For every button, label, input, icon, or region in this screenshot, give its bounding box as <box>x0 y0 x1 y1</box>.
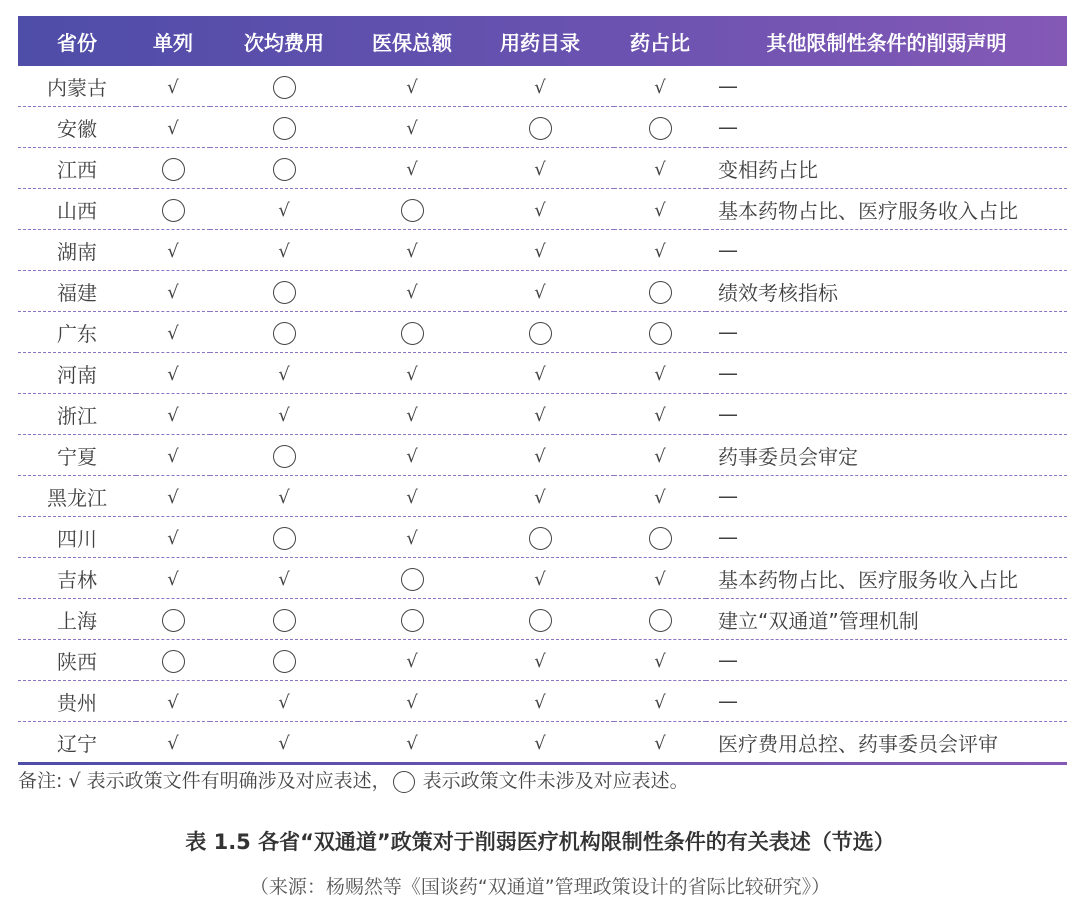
mark-cell <box>358 722 466 763</box>
check-mark-icon: √ <box>278 733 290 754</box>
check-mark-icon: √ <box>534 692 546 713</box>
check-mark-icon: √ <box>534 651 546 672</box>
check-mark-icon: √ <box>654 651 666 672</box>
mark-cell <box>358 312 466 353</box>
check-mark-icon: √ <box>654 733 666 754</box>
mark-cell <box>466 353 614 394</box>
mark-cell <box>210 107 358 148</box>
mark-cell <box>358 189 466 230</box>
check-mark-icon: √ <box>534 282 546 303</box>
remark-prefix: 备注: <box>18 770 69 792</box>
header-avg-cost: 次均费用 <box>244 30 324 55</box>
mark-cell <box>210 476 358 517</box>
table-row <box>18 66 1067 107</box>
policy-table-container <box>18 16 1067 765</box>
header-province: 省份 <box>57 30 97 55</box>
mark-cell <box>358 435 466 476</box>
header-drug-ratio: 药占比 <box>630 30 690 55</box>
mark-cell <box>358 230 466 271</box>
mark-cell <box>136 517 210 558</box>
mark-cell <box>358 66 466 107</box>
policy-table <box>18 16 1067 762</box>
mark-cell <box>614 722 706 763</box>
mark-cell <box>466 107 614 148</box>
circle-icon <box>649 117 672 140</box>
table-row <box>18 517 1067 558</box>
note-cell: — <box>706 107 1067 148</box>
check-mark-icon: √ <box>167 569 179 590</box>
header-insurance-total: 医保总额 <box>372 30 452 55</box>
check-mark-icon: √ <box>654 405 666 426</box>
mark-cell <box>210 558 358 599</box>
circle-icon <box>273 76 296 99</box>
check-mark-icon: √ <box>167 241 179 262</box>
note-cell: — <box>706 517 1067 558</box>
mark-cell <box>210 353 358 394</box>
province-cell: 安徽 <box>18 107 136 148</box>
circle-icon <box>401 199 424 222</box>
table-row <box>18 394 1067 435</box>
mark-cell <box>358 394 466 435</box>
check-mark-icon: √ <box>167 282 179 303</box>
mark-cell <box>210 148 358 189</box>
note-cell: — <box>706 312 1067 353</box>
check-mark-icon: √ <box>534 569 546 590</box>
mark-cell <box>358 517 466 558</box>
mark-cell <box>136 681 210 722</box>
province-cell: 广东 <box>18 312 136 353</box>
mark-cell <box>136 107 210 148</box>
table-row <box>18 435 1067 476</box>
table-header-row <box>18 16 1067 66</box>
mark-cell <box>466 312 614 353</box>
province-cell: 内蒙古 <box>18 66 136 107</box>
note-cell: 变相药占比 <box>706 148 1067 189</box>
mark-cell <box>358 681 466 722</box>
circle-icon <box>273 158 296 181</box>
check-mark-icon: √ <box>278 692 290 713</box>
mark-cell <box>614 66 706 107</box>
table-body <box>18 66 1067 762</box>
table-row <box>18 312 1067 353</box>
mark-cell <box>614 148 706 189</box>
mark-cell <box>210 394 358 435</box>
mark-cell <box>210 517 358 558</box>
mark-cell <box>614 107 706 148</box>
check-mark-icon: √ <box>167 77 179 98</box>
mark-cell <box>614 353 706 394</box>
check-mark-icon: √ <box>534 200 546 221</box>
note-cell: — <box>706 681 1067 722</box>
mark-cell <box>136 476 210 517</box>
circle-icon <box>529 609 552 632</box>
mark-cell <box>466 230 614 271</box>
circle-icon <box>273 117 296 140</box>
table-row <box>18 107 1067 148</box>
province-cell: 四川 <box>18 517 136 558</box>
mark-cell <box>466 558 614 599</box>
table-caption: 表 1.5 各省“双通道”政策对于削弱医疗机构限制性条件的有关表述（节选） <box>185 830 895 854</box>
province-cell: 山西 <box>18 189 136 230</box>
circle-icon <box>649 609 672 632</box>
mark-cell <box>466 517 614 558</box>
check-mark-icon: √ <box>406 282 418 303</box>
province-cell: 陕西 <box>18 640 136 681</box>
remark-check-text: 表示政策文件有明确涉及对应表述， <box>80 770 391 792</box>
province-cell: 黑龙江 <box>18 476 136 517</box>
province-cell: 河南 <box>18 353 136 394</box>
circle-icon <box>649 322 672 345</box>
mark-cell <box>210 230 358 271</box>
mark-cell <box>614 640 706 681</box>
mark-cell <box>136 353 210 394</box>
province-cell: 贵州 <box>18 681 136 722</box>
mark-cell <box>466 148 614 189</box>
circle-icon <box>162 199 185 222</box>
mark-cell <box>358 271 466 312</box>
mark-cell <box>136 394 210 435</box>
circle-icon <box>162 650 185 673</box>
check-mark-icon: √ <box>406 159 418 180</box>
check-mark-icon: √ <box>278 569 290 590</box>
mark-cell <box>210 640 358 681</box>
header-separate-list: 单列 <box>153 30 193 55</box>
check-mark-icon: √ <box>406 241 418 262</box>
mark-cell <box>466 476 614 517</box>
mark-cell <box>136 558 210 599</box>
check-mark-icon: √ <box>278 405 290 426</box>
check-mark-icon: √ <box>167 733 179 754</box>
mark-cell <box>210 271 358 312</box>
mark-cell <box>136 271 210 312</box>
mark-cell <box>358 640 466 681</box>
table-row <box>18 476 1067 517</box>
check-mark-icon: √ <box>654 200 666 221</box>
check-mark-icon: √ <box>406 446 418 467</box>
mark-cell <box>210 681 358 722</box>
mark-cell <box>466 599 614 640</box>
note-cell: — <box>706 66 1067 107</box>
note-cell: 建立“双通道”管理机制 <box>706 599 1067 640</box>
circle-icon <box>162 609 185 632</box>
mark-cell <box>136 230 210 271</box>
mark-cell <box>136 66 210 107</box>
mark-cell <box>358 148 466 189</box>
mark-cell <box>614 189 706 230</box>
circle-icon <box>273 609 296 632</box>
circle-icon <box>649 527 672 550</box>
mark-cell <box>136 148 210 189</box>
check-mark-icon: √ <box>167 446 179 467</box>
check-mark-icon: √ <box>406 118 418 139</box>
mark-cell <box>466 66 614 107</box>
check-mark-icon: √ <box>406 77 418 98</box>
remark-circle-text: 表示政策文件未涉及对应表述。 <box>416 770 689 792</box>
table-remark <box>18 766 689 793</box>
mark-cell <box>614 517 706 558</box>
circle-icon <box>273 650 296 673</box>
table-row <box>18 599 1067 640</box>
mark-cell <box>614 271 706 312</box>
mark-cell <box>466 271 614 312</box>
circle-icon <box>273 322 296 345</box>
check-mark-icon: √ <box>167 364 179 385</box>
mark-cell <box>614 558 706 599</box>
check-mark-icon: √ <box>406 487 418 508</box>
mark-cell <box>358 107 466 148</box>
table-bottom-rule <box>18 762 1067 765</box>
check-mark-icon: √ <box>534 446 546 467</box>
circle-icon <box>649 281 672 304</box>
mark-cell <box>358 558 466 599</box>
check-mark-icon: √ <box>654 77 666 98</box>
check-mark-icon: √ <box>406 405 418 426</box>
province-cell: 上海 <box>18 599 136 640</box>
mark-cell <box>136 435 210 476</box>
check-mark-icon: √ <box>534 241 546 262</box>
note-cell: 药事委员会审定 <box>706 435 1067 476</box>
check-mark-icon: √ <box>167 118 179 139</box>
mark-cell <box>614 435 706 476</box>
mark-cell <box>614 230 706 271</box>
mark-cell <box>614 681 706 722</box>
province-cell: 辽宁 <box>57 731 97 756</box>
check-mark-icon: √ <box>278 487 290 508</box>
check-mark-icon: √ <box>167 487 179 508</box>
check-mark-icon: √ <box>534 77 546 98</box>
circle-icon <box>401 322 424 345</box>
table-row <box>18 681 1067 722</box>
mark-cell <box>614 394 706 435</box>
check-mark-icon: √ <box>406 692 418 713</box>
check-mark-icon: √ <box>278 241 290 262</box>
check-mark-icon: √ <box>654 569 666 590</box>
province-cell: 宁夏 <box>18 435 136 476</box>
mark-cell <box>358 476 466 517</box>
mark-cell <box>210 66 358 107</box>
circle-icon <box>162 158 185 181</box>
mark-cell <box>136 599 210 640</box>
table-row <box>18 271 1067 312</box>
check-mark-icon: √ <box>534 405 546 426</box>
circle-icon <box>273 527 296 550</box>
check-mark-icon: √ <box>654 487 666 508</box>
circle-icon <box>529 322 552 345</box>
check-mark-icon: √ <box>278 364 290 385</box>
check-mark-icon: √ <box>167 528 179 549</box>
mark-cell <box>614 476 706 517</box>
mark-cell <box>358 353 466 394</box>
table-row <box>18 148 1067 189</box>
mark-cell <box>210 435 358 476</box>
check-mark-icon: √ <box>534 364 546 385</box>
check-mark-icon: √ <box>167 692 179 713</box>
mark-cell <box>466 722 614 763</box>
province-cell: 吉林 <box>18 558 136 599</box>
province-cell: 浙江 <box>18 394 136 435</box>
check-mark-icon: √ <box>654 692 666 713</box>
check-mark-icon: √ <box>406 733 418 754</box>
table-row <box>18 722 1067 763</box>
circle-icon <box>273 445 296 468</box>
mark-cell <box>210 189 358 230</box>
table-row <box>18 230 1067 271</box>
mark-cell <box>466 640 614 681</box>
mark-cell <box>466 681 614 722</box>
check-mark-icon: √ <box>534 487 546 508</box>
mark-cell <box>358 599 466 640</box>
mark-cell <box>136 189 210 230</box>
note-cell: 绩效考核指标 <box>706 271 1067 312</box>
table-row <box>18 640 1067 681</box>
mark-cell <box>136 312 210 353</box>
circle-icon <box>529 117 552 140</box>
note-cell: — <box>706 230 1067 271</box>
note-cell: — <box>706 353 1067 394</box>
check-mark-icon: √ <box>654 446 666 467</box>
mark-cell <box>466 189 614 230</box>
note-cell: — <box>706 640 1067 681</box>
check-mark-icon: √ <box>278 200 290 221</box>
circle-icon <box>273 281 296 304</box>
check-mark-icon: √ <box>654 159 666 180</box>
header-other-conditions: 其他限制性条件的削弱声明 <box>766 30 1007 55</box>
mark-cell <box>210 599 358 640</box>
note-cell: 基本药物占比、医疗服务收入占比 <box>706 558 1067 599</box>
note-cell: 医疗费用总控、药事委员会评审 <box>718 731 998 756</box>
mark-cell <box>136 640 210 681</box>
circle-icon <box>393 771 415 793</box>
check-mark-icon: √ <box>167 323 179 344</box>
note-cell: — <box>706 476 1067 517</box>
remark-check-symbol: √ <box>68 770 81 792</box>
header-drug-catalog: 用药目录 <box>500 30 580 55</box>
check-mark-icon: √ <box>406 528 418 549</box>
mark-cell <box>466 394 614 435</box>
check-mark-icon: √ <box>654 241 666 262</box>
mark-cell <box>210 722 358 763</box>
check-mark-icon: √ <box>167 405 179 426</box>
mark-cell <box>466 435 614 476</box>
mark-cell <box>210 312 358 353</box>
province-cell: 江西 <box>18 148 136 189</box>
table-source: （来源：杨赐然等《国谈药“双通道”管理政策设计的省际比较研究》） <box>249 876 831 898</box>
mark-cell <box>136 722 210 763</box>
check-mark-icon: √ <box>654 364 666 385</box>
note-cell: — <box>706 394 1067 435</box>
note-cell: 基本药物占比、医疗服务收入占比 <box>706 189 1067 230</box>
table-row <box>18 353 1067 394</box>
table-row <box>18 189 1067 230</box>
check-mark-icon: √ <box>534 159 546 180</box>
circle-icon <box>401 568 424 591</box>
circle-icon <box>529 527 552 550</box>
table-row <box>18 558 1067 599</box>
mark-cell <box>614 312 706 353</box>
check-mark-icon: √ <box>534 733 546 754</box>
check-mark-icon: √ <box>406 651 418 672</box>
province-cell: 湖南 <box>18 230 136 271</box>
circle-icon <box>401 609 424 632</box>
mark-cell <box>614 599 706 640</box>
check-mark-icon: √ <box>406 364 418 385</box>
province-cell: 福建 <box>18 271 136 312</box>
